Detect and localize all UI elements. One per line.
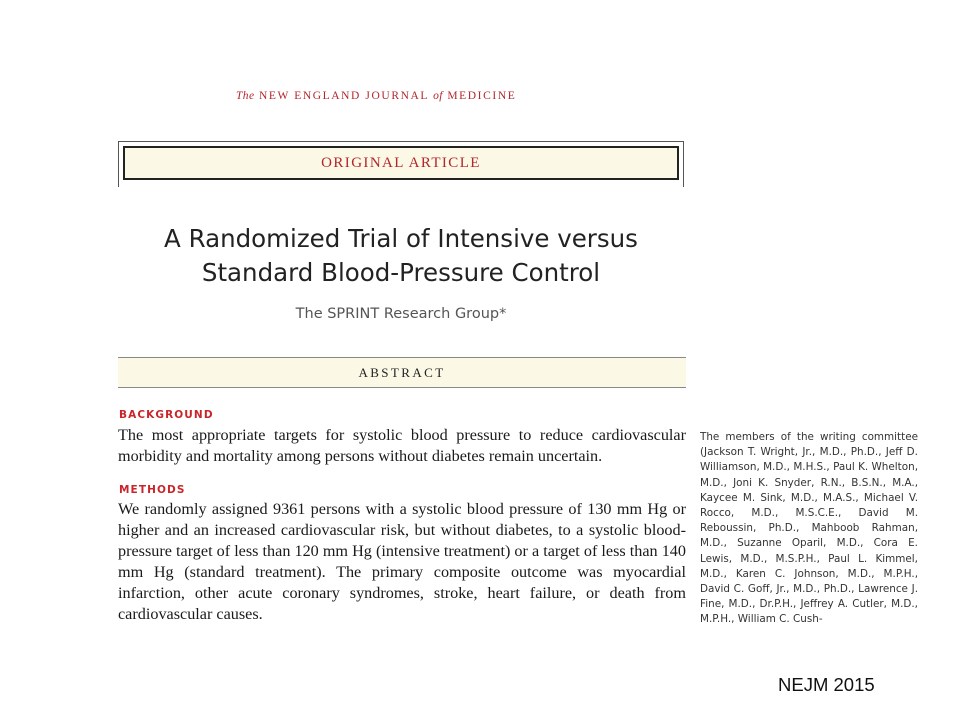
abstract-label: ABSTRACT [358,364,446,380]
abstract-header [118,357,686,388]
journal-name-part2: MEDICINE [447,90,517,102]
title-line-1: A Randomized Trial of Intensive versus [164,224,638,253]
writing-committee-note: The members of the writing committee (Jackson T. Wright, Jr., M.D., Ph.D., Jeff D. Williamson, M.D., M.H.S., Paul K. Whelton, M.D., Joni K. Snyder, R.N., B.S.N., M.A., Kaycee M. Sink, M.D., M.A.S., Michael V. Rocco, M.D., M.S.C.E., David M. Reboussin, Ph.D., Mahboob Rahman, M.D., Suzanne Oparil, M.D., Cora E. Lewis, M.D., M.S.P.H., Paul L. Kimmel, M.D., Karen C. Johnson, M.D., M.P.H., David C. Goff, Jr., M.D., Ph.D., Lawrence J. Fine, M.D., Dr.P.H., Jeffrey A. Cutler, M.D., M.P.H., William C. Cush- [700,431,918,626]
author-group: The SPRINT Research Group* [295,306,507,322]
journal-prefix: The [236,90,255,102]
article-type-label: ORIGINAL ARTICLE [321,154,481,171]
article-type-frame [118,141,684,187]
article-title [118,222,684,290]
background-heading: BACKGROUND [119,409,214,421]
methods-heading: METHODS [119,484,186,496]
journal-of: of [433,90,443,102]
background-text: The most appropriate targets for systolic blood pressure to reduce cardiovascular morbidity and mortality among persons without diabetes remain uncertain. [118,426,686,465]
citation-label: NEJM 2015 [778,674,875,695]
journal-name-part1: NEW ENGLAND JOURNAL [258,90,429,102]
journal-masthead [236,90,516,102]
methods-text: We randomly assigned 9361 persons with a systolic blood pressure of 130 mm Hg or higher and an increased cardiovascular risk, but without diabetes, to a systolic blood-pressure target of less than 120 mm Hg (intensive treatment) or a target of less than 140 mm Hg (standard treatment). The primary composite outcome was myocardial infarction, other acute coronary syndromes, stroke, heart failure, or death from cardiovascular causes. [118,500,686,623]
title-line-2: Standard Blood-Pressure Control [201,258,601,287]
article-type-banner [123,146,679,180]
